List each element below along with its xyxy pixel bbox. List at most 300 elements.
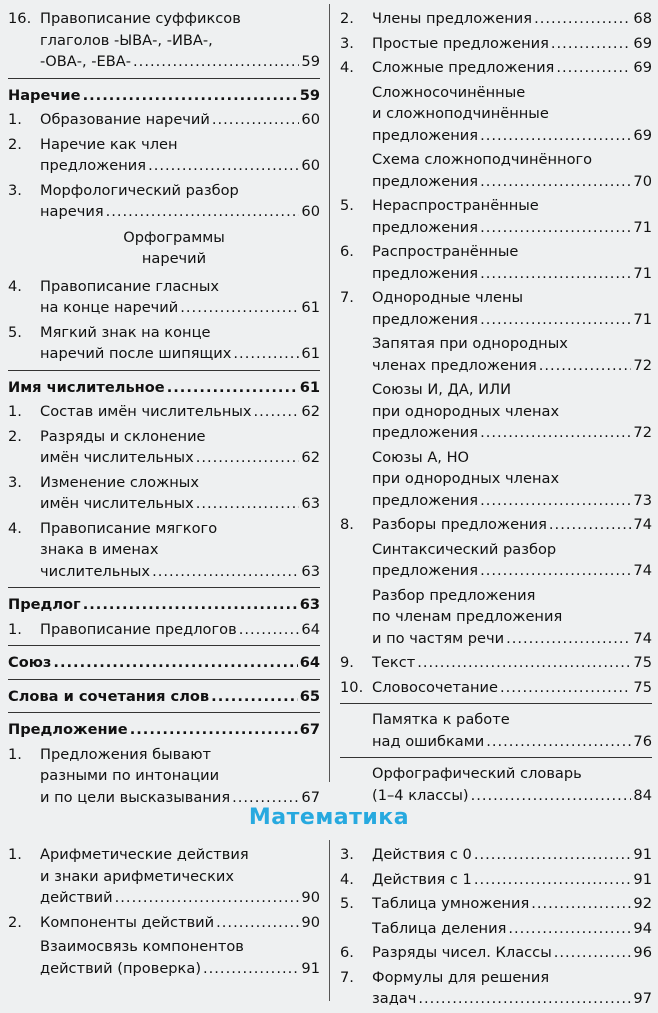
page-number: 76 — [633, 732, 652, 750]
entry-body — [372, 8, 652, 30]
entry-line — [372, 606, 652, 628]
toc-entry[interactable] — [340, 57, 652, 79]
page-number: 60 — [301, 157, 320, 174]
page-number: 90 — [301, 913, 320, 931]
entry-line — [372, 988, 652, 1010]
toc-section[interactable] — [8, 686, 320, 708]
entry-title: Разбор предложения — [372, 586, 536, 604]
entry-title: Предложения бывают — [40, 745, 211, 763]
entry-line — [40, 155, 320, 177]
entry-line — [40, 518, 320, 540]
entry-number: 3. — [340, 34, 354, 52]
page-number: 75 — [633, 654, 652, 671]
entry-line — [40, 887, 320, 909]
page-number: 63 — [299, 596, 320, 613]
entry-body — [372, 241, 652, 284]
entry-title: и сложноподчинённые — [372, 105, 549, 122]
entry-number: 5. — [8, 323, 22, 341]
entry-body — [372, 82, 652, 147]
entry-number: 2. — [8, 135, 22, 153]
entry-line — [8, 719, 320, 741]
toc-entry[interactable] — [340, 514, 652, 536]
toc-entry[interactable] — [8, 744, 320, 809]
entry-line — [40, 493, 320, 515]
entry-line — [372, 287, 652, 309]
entry-line — [40, 180, 320, 202]
entry-line — [40, 426, 320, 448]
entry-line — [40, 134, 320, 156]
page-number: 74 — [633, 562, 652, 579]
entry-line — [40, 561, 320, 583]
toc-entry[interactable] — [340, 33, 652, 55]
entry-line — [372, 309, 652, 331]
entry-body — [40, 744, 320, 809]
entry-line — [372, 241, 652, 263]
entry-number: 7. — [340, 968, 354, 986]
entry-body — [372, 763, 652, 806]
toc-section[interactable] — [8, 377, 320, 399]
entry-title: Союзы А, НО — [372, 448, 470, 466]
entry-body — [8, 686, 320, 708]
toc-entry[interactable] — [8, 8, 320, 73]
toc-math-column-right — [340, 844, 652, 1013]
entry-body — [372, 333, 652, 376]
entry-body — [372, 652, 652, 674]
toc-entry[interactable] — [340, 333, 652, 376]
dot-leader — [130, 719, 298, 741]
entry-body — [372, 967, 652, 1010]
page-number: 96 — [633, 944, 652, 961]
entry-line — [8, 594, 320, 616]
entry-title: при однородных членах — [372, 402, 560, 420]
dot-leader — [480, 309, 631, 331]
page-number: 64 — [299, 654, 320, 671]
entry-line — [372, 652, 652, 674]
toc-entry[interactable] — [8, 518, 320, 583]
toc-entry[interactable] — [340, 844, 652, 866]
entry-body — [40, 8, 320, 73]
dot-leader — [534, 8, 631, 30]
entry-body — [40, 472, 320, 515]
entry-title: Правописание суффиксов — [40, 10, 241, 27]
dot-leader — [106, 201, 300, 223]
toc-entry[interactable] — [8, 401, 320, 423]
toc-entry[interactable] — [340, 869, 652, 891]
section-rule — [8, 587, 320, 588]
entry-line — [372, 731, 652, 753]
toc-entry[interactable] — [340, 652, 652, 674]
toc-entry[interactable] — [8, 109, 320, 131]
entry-title: предложения — [372, 424, 479, 441]
page-number: 63 — [301, 562, 320, 580]
entry-body — [372, 379, 652, 444]
dot-leader — [556, 57, 631, 79]
page-number: 62 — [301, 403, 320, 420]
page-number: 72 — [633, 424, 652, 441]
entry-line — [372, 195, 652, 217]
entry-title: разными по интонации — [40, 767, 220, 784]
entry-line — [40, 936, 320, 958]
entry-body — [40, 426, 320, 469]
entry-line — [372, 468, 652, 490]
subheading-line: наречий — [141, 250, 207, 267]
toc-math-column-left — [8, 844, 320, 982]
entry-line — [372, 560, 652, 582]
page-number: 61 — [301, 299, 320, 316]
entry-number: 1. — [8, 403, 22, 420]
page-number: 68 — [633, 10, 652, 27]
page-number: 91 — [301, 959, 320, 977]
entry-title: предложения — [372, 562, 479, 579]
entry-body — [8, 85, 320, 107]
entry-line — [40, 866, 320, 888]
entry-number: 9. — [340, 654, 354, 671]
toc-entry[interactable] — [340, 447, 652, 512]
page-number: 60 — [301, 111, 320, 128]
section-heading-math: Математика — [248, 805, 410, 830]
dot-leader — [212, 109, 300, 131]
entry-line — [40, 619, 320, 641]
entry-number: 2. — [8, 427, 22, 445]
section-rule — [8, 679, 320, 680]
entry-number: 5. — [340, 895, 354, 912]
page-number: 73 — [633, 491, 652, 509]
page-number: 71 — [633, 264, 652, 282]
page-number: 67 — [299, 721, 320, 738]
entry-line — [372, 677, 652, 699]
entry-line — [40, 322, 320, 344]
entry-body — [40, 518, 320, 583]
entry-body — [40, 844, 320, 909]
entry-title: членах предложения — [372, 356, 537, 374]
page-number: 72 — [633, 356, 652, 374]
section-rule — [8, 370, 320, 371]
toc-entry[interactable] — [8, 912, 320, 934]
entry-line — [372, 709, 652, 731]
entry-title: глаголов -ЫВА-, -ИВА-, — [40, 31, 213, 49]
toc-entry[interactable] — [8, 619, 320, 641]
toc-entry[interactable] — [8, 180, 320, 223]
dot-leader — [480, 125, 631, 147]
entry-title: Формулы для решения — [372, 968, 550, 986]
toc-entry[interactable] — [8, 936, 320, 979]
entry-body — [372, 893, 652, 915]
page-number: 74 — [633, 629, 652, 647]
entry-body — [40, 180, 320, 223]
entry-body — [40, 109, 320, 131]
entry-number: 5. — [340, 197, 354, 214]
page-number: 67 — [301, 788, 320, 806]
entry-title: при однородных членах — [372, 470, 560, 487]
entry-body — [8, 719, 320, 741]
entry-title: Разряды чисел. Классы — [372, 944, 552, 961]
entry-title: Наречие как член — [40, 135, 178, 153]
entry-body — [372, 844, 652, 866]
toc-entry[interactable] — [8, 322, 320, 365]
entry-body — [372, 539, 652, 582]
page-number: 75 — [633, 678, 652, 696]
section-rule — [8, 78, 320, 79]
entry-title: Таблица деления — [372, 919, 507, 937]
entry-line — [372, 869, 652, 891]
dot-leader — [211, 686, 298, 708]
entry-title: Действия с 0 — [372, 846, 472, 863]
entry-line — [372, 844, 652, 866]
entry-title: Правописание гласных — [40, 277, 220, 295]
toc-entry[interactable] — [340, 585, 652, 650]
entry-line — [372, 125, 652, 147]
dot-leader — [216, 912, 299, 934]
entry-line — [372, 785, 652, 807]
toc-entry[interactable] — [340, 967, 652, 1010]
entry-line — [40, 8, 320, 30]
dot-leader — [531, 893, 631, 915]
entry-title: Арифметические действия — [40, 846, 249, 863]
entry-body — [40, 936, 320, 979]
entry-line — [40, 201, 320, 223]
entry-title: Взаимосвязь компонентов — [40, 938, 244, 955]
entry-title: Союзы И, ДА, ИЛИ — [372, 381, 511, 398]
dot-leader — [180, 297, 299, 319]
entry-title: Сложные предложения — [372, 59, 555, 76]
toc-entry[interactable] — [340, 379, 652, 444]
dot-leader — [83, 85, 298, 107]
toc-entry[interactable] — [340, 918, 652, 940]
entry-title: и знаки арифметических — [40, 867, 235, 885]
entry-title: Однородные члены — [372, 289, 524, 306]
entry-number: 7. — [340, 289, 354, 306]
subheading — [8, 227, 320, 270]
entry-line — [40, 297, 320, 319]
entry-line — [372, 628, 652, 650]
entry-title: Состав имён числительных — [40, 403, 252, 420]
dot-leader — [203, 958, 299, 980]
dot-leader — [133, 51, 299, 73]
entry-body — [372, 918, 652, 940]
dot-leader — [474, 844, 632, 866]
entry-body — [372, 33, 652, 55]
dot-leader — [551, 33, 632, 55]
toc-entry[interactable] — [8, 134, 320, 177]
page-number: 69 — [633, 59, 652, 76]
entry-number: 1. — [8, 111, 22, 128]
dot-leader — [53, 652, 297, 674]
entry-title: (1–4 классы) — [372, 786, 469, 804]
toc-entry[interactable] — [340, 195, 652, 238]
entry-line — [40, 447, 320, 469]
entry-line — [372, 967, 652, 989]
toc-entry[interactable] — [340, 241, 652, 284]
entry-line — [372, 217, 652, 239]
toc-entry[interactable] — [340, 287, 652, 330]
entry-title: Словосочетание — [372, 678, 498, 696]
entry-line — [40, 109, 320, 131]
entry-body — [40, 276, 320, 319]
toc-entry[interactable] — [8, 276, 320, 319]
entry-line — [372, 57, 652, 79]
entry-title: Запятая при однородных — [372, 335, 568, 352]
entry-title: Правописание предлогов — [40, 620, 237, 638]
entry-title: имён числительных — [40, 495, 194, 512]
entry-title: числительных — [40, 562, 151, 580]
page-number: 84 — [633, 786, 652, 804]
toc-entry[interactable] — [340, 149, 652, 192]
page-number: 91 — [633, 870, 652, 888]
section-rule — [340, 703, 652, 704]
entry-line — [40, 343, 320, 365]
page-number: 74 — [633, 516, 652, 533]
entry-title: предложения — [372, 172, 479, 190]
entry-title: Морфологический разбор — [40, 181, 239, 199]
entry-line — [372, 447, 652, 469]
column-divider — [329, 4, 330, 782]
dot-leader — [196, 447, 300, 469]
dot-leader — [196, 493, 300, 515]
page-number: 71 — [633, 310, 652, 328]
entry-number: 4. — [340, 870, 354, 888]
entry-body — [372, 942, 652, 964]
dot-leader — [508, 918, 631, 940]
entry-title: действий — [40, 889, 113, 906]
entry-number: 16. — [8, 10, 32, 27]
toc-entry[interactable] — [340, 677, 652, 699]
toc-entry[interactable] — [340, 709, 652, 752]
dot-leader — [480, 422, 631, 444]
section-title: Предложение — [8, 721, 128, 738]
entry-title: и по цели высказывания — [40, 788, 231, 806]
entry-title: Распространённые — [372, 243, 519, 260]
dot-leader — [480, 171, 631, 193]
section-title: Наречие — [8, 86, 81, 104]
entry-title: предложения — [372, 491, 479, 509]
toc-entry[interactable] — [340, 8, 652, 30]
dot-leader — [233, 343, 299, 365]
entry-title: Разряды и склонение — [40, 427, 206, 445]
section-title: Слова и сочетания слов — [8, 687, 210, 705]
entry-line — [40, 51, 320, 73]
subheading-line: Орфограммы — [123, 228, 225, 246]
entry-title: Орфографический словарь — [372, 765, 582, 782]
toc-section[interactable] — [8, 85, 320, 107]
entry-body — [372, 514, 652, 536]
toc-entry[interactable] — [340, 893, 652, 915]
toc-entry[interactable] — [8, 472, 320, 515]
entry-line — [40, 744, 320, 766]
page-number: 69 — [633, 126, 652, 144]
page-number: 63 — [301, 495, 320, 512]
entry-body — [40, 322, 320, 365]
page-number: 94 — [633, 919, 652, 937]
toc-entry[interactable] — [8, 844, 320, 909]
entry-title: Изменение сложных — [40, 473, 199, 491]
page-number: 71 — [633, 218, 652, 236]
toc-section[interactable] — [8, 719, 320, 741]
page-number: 97 — [633, 990, 652, 1007]
dot-leader — [167, 377, 298, 399]
toc-section[interactable] — [8, 594, 320, 616]
entry-number: 4. — [8, 519, 22, 537]
entry-title: Таблица умножения — [372, 895, 530, 912]
entry-line — [372, 401, 652, 423]
entry-title: задач — [372, 990, 417, 1007]
toc-entry[interactable] — [340, 763, 652, 806]
page-number: 65 — [299, 687, 320, 705]
entry-body — [40, 401, 320, 423]
entry-body — [40, 912, 320, 934]
page-number: 69 — [633, 34, 652, 52]
dot-leader — [148, 155, 299, 177]
entry-title: Члены предложения — [372, 10, 533, 27]
entry-number: 10. — [340, 678, 364, 696]
entry-body — [372, 149, 652, 192]
entry-number: 6. — [340, 944, 354, 961]
entry-body — [372, 677, 652, 699]
toc-entry[interactable] — [340, 82, 652, 147]
page-number: 59 — [299, 86, 320, 104]
entry-number: 4. — [8, 277, 22, 295]
entry-number: 8. — [340, 516, 354, 533]
dot-leader — [480, 560, 631, 582]
entry-line — [372, 539, 652, 561]
dot-leader — [480, 490, 631, 512]
dot-leader — [480, 263, 631, 285]
toc-entry[interactable] — [340, 539, 652, 582]
page-number: 61 — [299, 378, 320, 396]
dot-leader — [506, 628, 631, 650]
entry-line — [372, 82, 652, 104]
dot-leader — [83, 594, 298, 616]
entry-title: Правописание мягкого — [40, 519, 218, 537]
entry-line — [40, 401, 320, 423]
toc-column-left — [8, 8, 320, 811]
toc-entry[interactable] — [340, 942, 652, 964]
section-title: Предлог — [8, 596, 81, 613]
entry-title: предложения — [372, 126, 479, 144]
toc-entry[interactable] — [8, 426, 320, 469]
dot-leader — [486, 731, 631, 753]
entry-body — [8, 652, 320, 674]
dot-leader — [549, 514, 632, 536]
page-number: 62 — [301, 449, 320, 466]
entry-number: 2. — [340, 10, 354, 27]
entry-body — [8, 594, 320, 616]
entry-title: и по частям речи — [372, 629, 505, 647]
entry-title: наречия — [40, 203, 104, 220]
entry-line — [8, 652, 320, 674]
entry-number: 1. — [8, 846, 22, 863]
entry-line — [40, 912, 320, 934]
entry-number: 4. — [340, 59, 354, 76]
page-number: 90 — [301, 889, 320, 906]
entry-title: Разборы предложения — [372, 516, 547, 533]
toc-section[interactable] — [8, 652, 320, 674]
dot-leader — [152, 561, 299, 583]
dot-leader — [480, 217, 631, 239]
entry-body — [372, 195, 652, 238]
entry-number: 1. — [8, 620, 22, 638]
entry-line — [40, 30, 320, 52]
dot-leader — [418, 988, 631, 1010]
entry-number: 3. — [340, 846, 354, 863]
page-number: 92 — [633, 895, 652, 912]
entry-line — [372, 514, 652, 536]
entry-number: 2. — [8, 913, 22, 931]
entry-title: Схема сложноподчинённого — [372, 151, 593, 168]
entry-line — [372, 942, 652, 964]
entry-title: действий (проверка) — [40, 959, 202, 977]
entry-body — [40, 134, 320, 177]
entry-line — [372, 103, 652, 125]
